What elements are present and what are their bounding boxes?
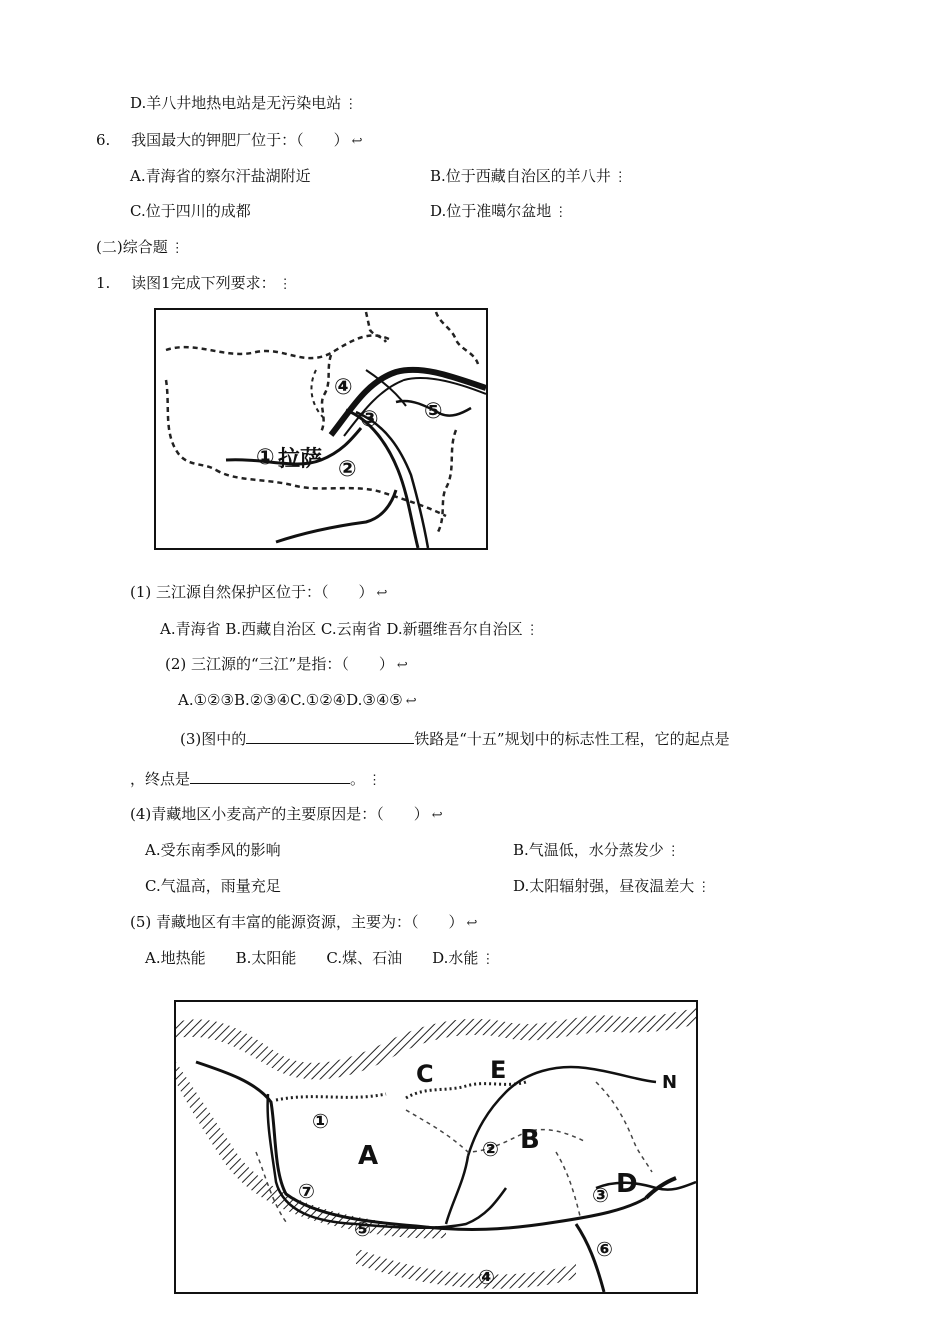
- sub-question-options: [178, 690, 417, 712]
- paragraph-mark-icon: ⋮: [554, 205, 568, 220]
- question-text: 读图1完成下列要求：: [131, 274, 276, 292]
- map-marker-1: ①: [312, 1109, 329, 1133]
- option-line: [513, 840, 680, 862]
- fill-in-question: [130, 767, 381, 791]
- option-c: C.气温高，雨量充足: [145, 877, 281, 895]
- return-mark-icon: ↩: [466, 916, 478, 931]
- sub-question: [130, 912, 477, 934]
- option-line: [430, 201, 567, 223]
- border-line: [321, 355, 331, 432]
- sub-question-options: [160, 619, 539, 641]
- question-number: 6.: [96, 131, 111, 149]
- border-line: [366, 312, 386, 342]
- map-marker-7: ⑦: [298, 1179, 315, 1203]
- fill-in-question: [180, 727, 730, 749]
- city-label-lhasa: 拉萨: [278, 447, 323, 472]
- border-line: [596, 1082, 652, 1172]
- paragraph-mark-icon: ⋮: [697, 880, 711, 895]
- option-b: B.位于西藏自治区的羊八井: [430, 167, 611, 185]
- options-text: A.①②③B.②③④C.①②④D.③④⑤: [178, 691, 403, 709]
- sub-question: [130, 804, 443, 826]
- map-1-svg: [156, 310, 486, 548]
- paragraph-mark-icon: ⋮: [525, 623, 539, 638]
- answer-blank[interactable]: [190, 767, 350, 784]
- paragraph-mark-icon: ⋮: [278, 277, 292, 292]
- region-label-d: D: [616, 1169, 638, 1199]
- question-line: [96, 273, 292, 295]
- option-text: D.羊八井地热电站是无污染电站: [130, 94, 342, 112]
- mountain-band: [356, 1248, 576, 1289]
- mountain-band: [176, 1062, 446, 1238]
- map-marker-6: ⑥: [596, 1237, 613, 1261]
- border-line: [438, 430, 456, 532]
- option-line: [130, 93, 357, 115]
- river-line: [446, 1156, 468, 1224]
- question-text: 我国最大的钾肥厂位于：（ ）: [131, 131, 349, 149]
- return-mark-icon: ↩: [376, 586, 388, 601]
- paragraph-mark-icon: ⋮: [481, 952, 495, 967]
- option-line: [513, 876, 710, 898]
- map-marker-5: ⑤: [354, 1217, 371, 1241]
- map-marker-4: ④: [478, 1265, 495, 1289]
- map-figure-2: [174, 1000, 698, 1294]
- region-label-b: B: [520, 1125, 540, 1155]
- border-line: [311, 370, 326, 420]
- section-title: (二)综合题: [96, 238, 168, 256]
- region-label-a: A: [358, 1141, 379, 1171]
- river-line: [356, 412, 428, 548]
- border-line: [166, 380, 216, 470]
- map-marker-2: ②: [482, 1137, 499, 1161]
- map-marker-3: ③: [592, 1183, 609, 1207]
- option-line: [145, 840, 281, 860]
- sub-question-text: (1) 三江源自然保护区位于：（ ）: [130, 583, 374, 601]
- north-label: N: [662, 1072, 678, 1093]
- option-line: [130, 166, 311, 186]
- map-marker-3: ③: [360, 407, 379, 432]
- map-marker-5: ⑤: [424, 399, 443, 424]
- map-marker-4: ④: [334, 375, 353, 400]
- river-line: [276, 490, 396, 542]
- options-text: A.青海省 B.西藏自治区 C.云南省 D.新疆维吾尔自治区: [160, 620, 523, 638]
- answer-blank[interactable]: [246, 727, 414, 744]
- option-a: A.受东南季风的影响: [145, 841, 281, 859]
- section-heading: [96, 237, 184, 259]
- mountain-range: [276, 1094, 386, 1100]
- option-line: [130, 201, 251, 221]
- paragraph-mark-icon: ⋮: [666, 844, 680, 859]
- border-line: [436, 312, 478, 364]
- river-line: [596, 1182, 696, 1190]
- option-line: [430, 166, 627, 188]
- sub-question-text: (2) 三江源的“三江”是指：（ ）: [165, 655, 394, 673]
- option-c: C.位于四川的成都: [130, 202, 251, 220]
- fill-text: ，终点是: [130, 770, 191, 788]
- paragraph-mark-icon: ⋮: [170, 241, 184, 256]
- option-a: A.青海省的察尔汗盐湖附近: [130, 167, 311, 185]
- paragraph-mark-icon: ⋮: [613, 170, 627, 185]
- region-label-c: C: [416, 1060, 434, 1088]
- fill-text: (3)图中的: [180, 730, 247, 748]
- sub-question-text: (4)青藏地区小麦高产的主要原因是：（ ）: [130, 805, 429, 823]
- map-marker-1: ①: [256, 445, 275, 470]
- option-line: [145, 876, 281, 896]
- map-figure-1: [154, 308, 488, 550]
- sub-question-text: (5) 青藏地区有丰富的能源资源，主要为：（ ）: [130, 913, 464, 931]
- fill-text: 。: [350, 770, 366, 788]
- option-d: D.太阳辐射强，昼夜温差大: [513, 877, 695, 895]
- paragraph-mark-icon: ⋮: [344, 97, 358, 112]
- sub-question: [165, 654, 408, 676]
- sub-question-options: [145, 948, 494, 970]
- border-line: [556, 1152, 580, 1216]
- return-mark-icon: ↩: [405, 694, 417, 709]
- return-mark-icon: ↩: [396, 658, 408, 673]
- region-label-e: E: [490, 1056, 507, 1084]
- border-line: [166, 335, 391, 358]
- sub-question: [130, 582, 387, 604]
- paragraph-mark-icon: ⋮: [368, 773, 382, 788]
- map-2-svg: [176, 1002, 696, 1292]
- fill-text: 铁路是“十五”规划中的标志性工程，它的起点是: [414, 730, 730, 748]
- option-b: B.气温低，水分蒸发少: [513, 841, 664, 859]
- return-mark-icon: ↩: [351, 134, 363, 149]
- map-marker-2: ②: [338, 457, 357, 482]
- return-mark-icon: ↩: [431, 808, 443, 823]
- question-line: [96, 130, 363, 152]
- question-number: 1.: [96, 274, 111, 292]
- options-text: A.地热能 B.太阳能 C.煤、石油 D.水能: [145, 949, 479, 967]
- option-d: D.位于准噶尔盆地: [430, 202, 552, 220]
- mountain-band: [176, 1008, 696, 1079]
